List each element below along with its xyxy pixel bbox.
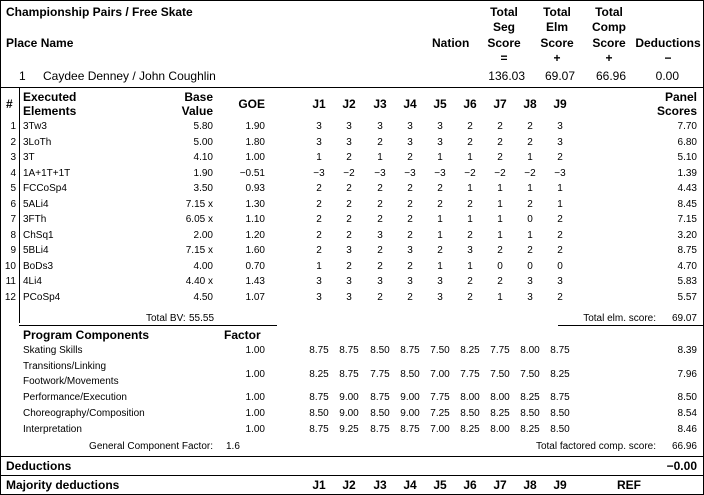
- element-judge-score: 2: [437, 198, 443, 210]
- element-judge-score: 3: [557, 121, 563, 132]
- element-panel-score: 4.43: [677, 183, 697, 194]
- element-judge-score: −3: [434, 167, 446, 179]
- element-code: 5ALi4: [23, 198, 49, 210]
- event-title: Championship Pairs / Free Skate: [6, 5, 193, 19]
- element-judge-score: 3: [316, 136, 322, 148]
- element-judge-score: 0: [497, 260, 503, 272]
- base-header-1: Base: [184, 90, 213, 104]
- element-code: 5BLi4: [23, 245, 49, 256]
- component-judge-score: 8.00: [460, 392, 480, 403]
- component-judge-score: 8.75: [550, 392, 570, 403]
- majority-judge-7: J7: [493, 478, 507, 492]
- element-judge-score: 1: [437, 229, 443, 241]
- element-judge-score: 0: [527, 260, 533, 272]
- tfc-label: Total factored comp. score:: [535, 441, 656, 452]
- element-base-value: 7.15 x: [185, 198, 213, 210]
- element-judge-score: 3: [377, 229, 383, 241]
- element-judge-score: 2: [407, 198, 413, 210]
- total-elm-value: 69.07: [671, 313, 697, 324]
- element-judge-score: 2: [346, 152, 352, 163]
- element-judge-score: 2: [497, 245, 503, 256]
- element-number: 3: [10, 152, 16, 163]
- element-judge-score: 2: [377, 260, 383, 272]
- gcf-value: 1.6: [226, 441, 240, 452]
- deductions-header-sign: −: [664, 51, 672, 65]
- element-judge-score: 3: [346, 121, 352, 132]
- judge-header-9: J9: [553, 97, 567, 111]
- deductions-header: Deductions: [635, 36, 701, 50]
- element-panel-score: 5.57: [677, 291, 697, 303]
- element-judge-score: 2: [407, 152, 413, 163]
- majority-label: Majority deductions: [6, 478, 120, 492]
- nation-header: Nation: [432, 36, 470, 50]
- component-judge-score: 8.50: [550, 424, 570, 435]
- element-judge-score: 1: [437, 214, 443, 225]
- element-judge-score: 2: [346, 260, 352, 272]
- element-goe: 0.70: [245, 260, 265, 272]
- element-judge-score: 2: [377, 214, 383, 225]
- tss-header-4: =: [500, 51, 508, 65]
- total-bv-label: Total BV:: [146, 313, 186, 324]
- components-rule-right: [558, 325, 703, 326]
- element-code: 3T: [23, 152, 35, 163]
- total-elm-label: Total elm. score:: [583, 313, 656, 324]
- element-judge-score: 2: [407, 291, 413, 303]
- element-panel-score: 8.45: [677, 198, 697, 210]
- skater-name: Caydee Denney / John Coughlin: [43, 69, 216, 83]
- element-code: 3FTh: [23, 214, 47, 225]
- element-judge-score: 1: [316, 260, 322, 272]
- component-judge-score: 9.00: [400, 408, 420, 419]
- element-judge-score: 3: [437, 136, 443, 148]
- deductions-label: Deductions: [6, 459, 72, 473]
- element-judge-score: 3: [407, 136, 413, 148]
- element-judge-score: −3: [313, 167, 325, 179]
- component-judge-score: 8.50: [309, 408, 329, 419]
- element-judge-score: 2: [467, 276, 473, 287]
- place-value: 1: [19, 69, 26, 83]
- component-judge-score: 9.00: [339, 408, 359, 419]
- component-judge-score: 8.50: [370, 408, 390, 419]
- element-judge-score: 1: [527, 152, 533, 163]
- component-factor: 1.00: [245, 369, 265, 380]
- deductions-total: −0.00: [666, 459, 697, 473]
- element-judge-score: 1: [467, 214, 473, 225]
- element-judge-score: 2: [497, 276, 503, 287]
- tes-value: 69.07: [544, 69, 575, 83]
- element-number: 2: [10, 136, 16, 148]
- element-panel-score: 6.80: [677, 136, 697, 148]
- judge-header-7: J7: [493, 97, 507, 111]
- element-number: 6: [10, 198, 16, 210]
- component-judge-score: 7.00: [430, 424, 450, 435]
- element-judge-score: 1: [377, 152, 383, 163]
- element-judge-score: −3: [554, 167, 566, 179]
- component-judge-score: 7.75: [430, 392, 450, 403]
- element-judge-score: 2: [316, 198, 322, 210]
- element-judge-score: 3: [527, 276, 533, 287]
- component-judge-score: 8.00: [490, 392, 510, 403]
- component-name: Footwork/Movements: [23, 376, 119, 387]
- component-factor: 1.00: [245, 345, 265, 356]
- element-judge-score: 2: [497, 152, 503, 163]
- element-goe: 1.20: [245, 229, 265, 241]
- component-judge-score: 8.75: [400, 345, 420, 356]
- component-judge-score: 8.25: [490, 408, 510, 419]
- element-judge-score: 1: [467, 183, 473, 194]
- element-number: 9: [10, 245, 16, 256]
- element-goe: 0.93: [245, 183, 265, 194]
- component-judge-score: 7.75: [460, 369, 480, 380]
- component-judge-score: 7.25: [430, 408, 450, 419]
- element-judge-score: 2: [557, 291, 563, 303]
- element-judge-score: 3: [316, 121, 322, 132]
- judge-header-3: J3: [373, 97, 387, 111]
- element-judge-score: −3: [404, 167, 416, 179]
- majority-judge-1: J1: [312, 478, 326, 492]
- component-judge-score: 8.50: [460, 408, 480, 419]
- element-judge-score: 3: [407, 276, 413, 287]
- element-code: 3Tw3: [23, 121, 47, 132]
- component-judge-score: 8.50: [520, 408, 540, 419]
- element-goe: 1.10: [245, 214, 265, 225]
- component-judge-score: 8.50: [550, 408, 570, 419]
- number-column-rule: [19, 88, 20, 323]
- pcs-value: 66.96: [595, 69, 626, 83]
- element-judge-score: 1: [497, 183, 503, 194]
- element-judge-score: 2: [467, 229, 473, 241]
- element-code: PCoSp4: [23, 291, 61, 303]
- element-judge-score: 3: [407, 245, 413, 256]
- judge-header-5: J5: [433, 97, 447, 111]
- element-judge-score: 2: [527, 198, 533, 210]
- component-judge-score: 8.75: [370, 424, 390, 435]
- element-judge-score: 2: [407, 214, 413, 225]
- element-judge-score: 2: [467, 198, 473, 210]
- component-factor: 1.00: [245, 424, 265, 435]
- element-code: 4Li4: [23, 276, 42, 287]
- element-judge-score: 3: [346, 136, 352, 148]
- component-name: Performance/Execution: [23, 392, 127, 403]
- component-panel-score: 8.50: [677, 392, 697, 403]
- element-judge-score: 0: [557, 260, 563, 272]
- element-judge-score: 2: [407, 229, 413, 241]
- element-goe: 1.07: [245, 291, 265, 303]
- component-judge-score: 8.75: [550, 345, 570, 356]
- component-judge-score: 8.75: [370, 392, 390, 403]
- majority-judge-3: J3: [373, 478, 387, 492]
- element-judge-score: 2: [316, 229, 322, 241]
- component-judge-score: 8.25: [460, 345, 480, 356]
- tes-header-2: Elm: [545, 20, 568, 34]
- component-judge-score: 9.00: [400, 392, 420, 403]
- element-number: 4: [10, 167, 16, 179]
- element-judge-score: 2: [557, 152, 563, 163]
- element-base-value: 4.00: [193, 260, 213, 272]
- element-judge-score: 2: [377, 291, 383, 303]
- element-base-value: 1.90: [193, 167, 213, 179]
- element-judge-score: 2: [346, 198, 352, 210]
- element-goe: −0.51: [239, 167, 265, 179]
- element-judge-score: 1: [437, 260, 443, 272]
- majority-judge-6: J6: [463, 478, 477, 492]
- element-judge-score: 3: [346, 245, 352, 256]
- component-judge-score: 8.25: [520, 392, 540, 403]
- component-judge-score: 8.50: [370, 345, 390, 356]
- majority-judge-2: J2: [342, 478, 356, 492]
- tes-header-4: +: [553, 51, 561, 65]
- component-judge-score: 7.00: [430, 369, 450, 380]
- element-panel-score: 3.20: [677, 229, 697, 241]
- judge-header-2: J2: [342, 97, 356, 111]
- pcs-header-2: Comp: [592, 20, 626, 34]
- element-judge-score: −2: [464, 167, 476, 179]
- element-judge-score: 3: [377, 121, 383, 132]
- deductions-value: 0.00: [655, 69, 679, 83]
- element-judge-score: 3: [527, 291, 533, 303]
- skater-divider: [1, 87, 703, 88]
- element-judge-score: −2: [494, 167, 506, 179]
- judge-header-8: J8: [523, 97, 537, 111]
- component-judge-score: 7.75: [370, 369, 390, 380]
- element-judge-score: 1: [557, 183, 563, 194]
- element-judge-score: 2: [497, 136, 503, 148]
- num-header: #: [6, 97, 13, 111]
- element-goe: 1.30: [245, 198, 265, 210]
- pcs-header-1: Total: [595, 5, 623, 19]
- component-name: Skating Skills: [23, 345, 83, 356]
- tss-header-2: Seg: [492, 20, 515, 34]
- element-base-value: 3.50: [193, 183, 213, 194]
- element-judge-score: 2: [346, 229, 352, 241]
- component-judge-score: 8.25: [460, 424, 480, 435]
- element-base-value: 7.15 x: [185, 245, 213, 256]
- element-goe: 1.60: [245, 245, 265, 256]
- component-judge-score: 8.75: [339, 369, 359, 380]
- component-name: Interpretation: [23, 424, 82, 435]
- element-base-value: 4.40 x: [185, 276, 213, 287]
- majority-divider: [1, 475, 703, 476]
- element-judge-score: 3: [557, 136, 563, 148]
- element-judge-score: 3: [467, 245, 473, 256]
- component-panel-score: 8.39: [677, 345, 697, 356]
- component-judge-score: 7.75: [490, 345, 510, 356]
- element-judge-score: 2: [437, 245, 443, 256]
- component-judge-score: 8.00: [520, 345, 540, 356]
- element-judge-score: 2: [467, 291, 473, 303]
- element-number: 7: [10, 214, 16, 225]
- element-code: ChSq1: [23, 229, 54, 241]
- component-panel-score: 7.96: [677, 369, 697, 380]
- element-goe: 1.43: [245, 276, 265, 287]
- judge-header-1: J1: [312, 97, 326, 111]
- element-judge-score: 3: [437, 276, 443, 287]
- component-judge-score: 7.50: [520, 369, 540, 380]
- element-base-value: 6.05 x: [185, 214, 213, 225]
- element-judge-score: 1: [497, 229, 503, 241]
- element-judge-score: 1: [497, 291, 503, 303]
- element-goe: 1.00: [245, 152, 265, 163]
- element-judge-score: 2: [346, 214, 352, 225]
- exec-header-2: Elements: [23, 104, 77, 118]
- element-judge-score: 2: [467, 121, 473, 132]
- element-goe: 1.90: [245, 121, 265, 132]
- element-judge-score: 1: [527, 183, 533, 194]
- element-judge-score: 3: [346, 291, 352, 303]
- component-judge-score: 8.75: [339, 345, 359, 356]
- element-number: 8: [10, 229, 16, 241]
- element-judge-score: 2: [527, 121, 533, 132]
- component-judge-score: 8.25: [520, 424, 540, 435]
- element-judge-score: 1: [527, 229, 533, 241]
- component-judge-score: 8.25: [309, 369, 329, 380]
- element-judge-score: 3: [377, 276, 383, 287]
- element-code: 1A+1T+1T: [23, 167, 71, 179]
- element-panel-score: 8.75: [677, 245, 697, 256]
- component-judge-score: 8.75: [309, 392, 329, 403]
- tss-value: 136.03: [488, 69, 525, 83]
- element-judge-score: 2: [346, 183, 352, 194]
- element-judge-score: 3: [557, 276, 563, 287]
- element-judge-score: 3: [437, 291, 443, 303]
- element-judge-score: 1: [497, 198, 503, 210]
- majority-judge-8: J8: [523, 478, 537, 492]
- element-judge-score: 3: [316, 291, 322, 303]
- element-judge-score: 2: [557, 245, 563, 256]
- element-code: FCCoSp4: [23, 183, 67, 194]
- element-number: 12: [4, 291, 16, 303]
- element-judge-score: −3: [374, 167, 386, 179]
- goe-header: GOE: [238, 97, 265, 111]
- tss-header-3: Score: [487, 36, 521, 50]
- element-panel-score: 7.15: [677, 214, 697, 225]
- element-judge-score: 1: [467, 152, 473, 163]
- deductions-divider: [1, 456, 703, 457]
- component-panel-score: 8.54: [677, 408, 697, 419]
- component-judge-score: 9.00: [339, 392, 359, 403]
- element-judge-score: 3: [407, 121, 413, 132]
- element-judge-score: 3: [346, 276, 352, 287]
- element-judge-score: 2: [557, 229, 563, 241]
- ref-label: REF: [617, 478, 641, 492]
- element-panel-score: 5.10: [677, 152, 697, 163]
- component-factor: 1.00: [245, 392, 265, 403]
- components-header: Program Components: [23, 328, 150, 342]
- element-judge-score: 2: [316, 245, 322, 256]
- panel-header-2: Scores: [656, 104, 697, 118]
- majority-judge-4: J4: [403, 478, 417, 492]
- element-judge-score: 2: [316, 214, 322, 225]
- element-base-value: 2.00: [193, 229, 213, 241]
- component-name: Transitions/Linking: [23, 361, 107, 372]
- element-code: 3LoTh: [23, 136, 52, 148]
- element-number: 10: [4, 260, 16, 272]
- pcs-header-3: Score: [592, 36, 626, 50]
- element-code: BoDs3: [23, 260, 54, 272]
- element-judge-score: 3: [316, 276, 322, 287]
- element-judge-score: 2: [527, 245, 533, 256]
- element-judge-score: 1: [437, 152, 443, 163]
- majority-judge-5: J5: [433, 478, 447, 492]
- element-panel-score: 4.70: [677, 260, 697, 272]
- element-judge-score: 2: [557, 214, 563, 225]
- component-judge-score: 7.50: [490, 369, 510, 380]
- element-base-value: 5.00: [193, 136, 213, 148]
- component-judge-score: 8.75: [309, 345, 329, 356]
- components-rule-left: [19, 325, 277, 326]
- exec-header-1: Executed: [23, 90, 77, 104]
- tes-header-3: Score: [540, 36, 574, 50]
- element-judge-score: 3: [437, 121, 443, 132]
- gcf-label: General Component Factor:: [89, 441, 213, 452]
- component-factor: 1.00: [245, 408, 265, 419]
- element-judge-score: 1: [557, 198, 563, 210]
- element-judge-score: 2: [467, 136, 473, 148]
- element-number: 5: [10, 183, 16, 194]
- element-number: 1: [10, 121, 16, 132]
- element-judge-score: 2: [377, 245, 383, 256]
- element-judge-score: 1: [316, 152, 322, 163]
- judge-header-6: J6: [463, 97, 477, 111]
- judge-header-4: J4: [403, 97, 417, 111]
- element-panel-score: 1.39: [677, 167, 697, 179]
- base-header-2: Value: [181, 104, 213, 118]
- element-judge-score: 2: [437, 183, 443, 194]
- element-judge-score: −2: [343, 167, 355, 179]
- element-judge-score: 2: [407, 183, 413, 194]
- place-name-header: Place Name: [6, 36, 74, 50]
- element-panel-score: 5.83: [677, 276, 697, 287]
- element-panel-score: 7.70: [677, 121, 697, 132]
- component-judge-score: 8.25: [550, 369, 570, 380]
- component-panel-score: 8.46: [677, 424, 697, 435]
- element-judge-score: 2: [377, 136, 383, 148]
- component-name: Choreography/Composition: [23, 408, 145, 419]
- component-judge-score: 7.50: [430, 345, 450, 356]
- element-judge-score: 1: [467, 260, 473, 272]
- tfc-value: 66.96: [671, 441, 697, 452]
- majority-judge-9: J9: [553, 478, 567, 492]
- element-base-value: 4.50: [193, 291, 213, 303]
- pcs-header-4: +: [605, 51, 613, 65]
- element-judge-score: 2: [316, 183, 322, 194]
- element-judge-score: 2: [497, 121, 503, 132]
- element-number: 11: [5, 276, 16, 287]
- element-judge-score: −2: [524, 167, 536, 179]
- element-base-value: 4.10: [193, 152, 213, 163]
- element-base-value: 5.80: [193, 121, 213, 132]
- component-judge-score: 8.75: [400, 424, 420, 435]
- element-judge-score: 2: [407, 260, 413, 272]
- element-judge-score: 2: [377, 183, 383, 194]
- element-judge-score: 1: [497, 214, 503, 225]
- tss-header-1: Total: [490, 5, 518, 19]
- element-judge-score: 2: [527, 136, 533, 148]
- component-judge-score: 9.25: [339, 424, 359, 435]
- tes-header-1: Total: [543, 5, 571, 19]
- panel-header-1: Panel: [664, 90, 697, 104]
- factor-header: Factor: [224, 328, 261, 342]
- total-bv-value: 55.55: [189, 313, 215, 324]
- component-judge-score: 8.50: [400, 369, 420, 380]
- component-judge-score: 8.75: [309, 424, 329, 435]
- element-judge-score: 0: [527, 214, 533, 225]
- element-judge-score: 2: [377, 198, 383, 210]
- component-judge-score: 8.00: [490, 424, 510, 435]
- element-goe: 1.80: [245, 136, 265, 148]
